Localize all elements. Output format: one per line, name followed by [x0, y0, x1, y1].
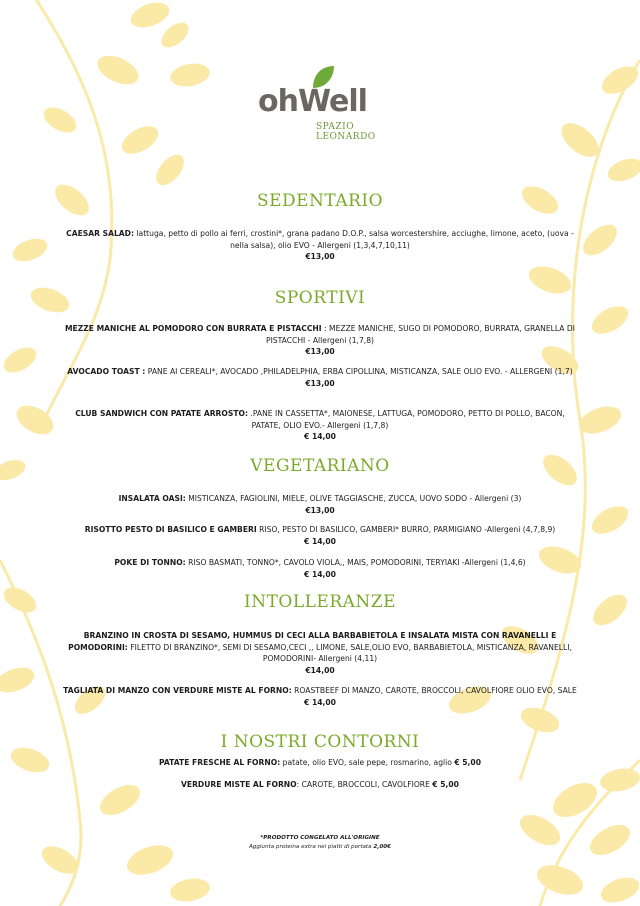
item-name: MEZZE MANICHE AL POMODORO CON BURRATA E PISTACCHI	[65, 324, 322, 333]
brand-name: ohWell	[258, 84, 367, 119]
item-description: lattuga, petto di pollo ai ferri, crostini*, grana padano D.O.P., salsa worcestershire, acciughe, limone, aceto, (uova - nella salsa), olio EVO - Allergeni (1,3,4,7,10,11)	[134, 229, 574, 250]
item-name: POKE DI TONNO:	[114, 558, 186, 567]
item-description: .PANE IN CASSETTA*, MAIONESE, LATTUGA, POMODORO, PETTO DI POLLO, BACON, PATATE, OLIO EVO.- Allergeni (1,7,8)	[248, 409, 565, 430]
item-price: € 14,00	[304, 697, 336, 707]
item-name: PATATE FRESCHE AL FORNO:	[159, 758, 281, 767]
section-title-sportivi: SPORTIVI	[274, 288, 366, 308]
item-price: € 5,00	[454, 758, 481, 767]
item-price: € 14,00	[304, 569, 336, 579]
menu-item	[60, 366, 580, 390]
section-title-contorni: I NOSTRI CONTORNI	[220, 732, 420, 752]
protein-price: 2,00€	[373, 844, 392, 850]
item-name: CAESAR SALAD:	[66, 229, 135, 238]
item-price: € 5,00	[432, 780, 459, 789]
menu-item	[60, 757, 580, 769]
item-name: CLUB SANDWICH CON PATATE ARROSTO:	[75, 409, 248, 418]
frozen-note: *PRODOTTO CONGELATO ALL'ORIGINE	[260, 835, 380, 841]
menu-item	[60, 493, 580, 517]
item-price: € 14,00	[304, 432, 336, 441]
item-price: €13,00	[305, 378, 335, 388]
item-description: PANE AI CEREALI*, AVOCADO ,PHILADELPHIA, ERBA CIPOLLINA, MISTICANZA, SALE OLIO EVO. - ALLERGENI (1,7)	[145, 367, 573, 376]
menu-item	[60, 228, 580, 263]
menu-item	[60, 685, 580, 709]
item-name: VERDURE MISTE AL FORNO	[181, 780, 297, 789]
item-description: patate, olio EVO, sale pepe, rosmarino, aglio	[280, 758, 455, 767]
brand-logo	[258, 62, 382, 142]
brand-subtitle: SPAZIO LEONARDO	[316, 122, 376, 142]
protein-text: Aggiunta proteina extra nei piatti di portata	[248, 844, 374, 850]
item-price: € 14,00	[304, 536, 336, 546]
section-title-vegetariano: VEGETARIANO	[250, 456, 390, 476]
menu-item	[60, 323, 580, 358]
item-description: : CAROTE, BROCCOLI, CAVOLFIORE	[296, 780, 433, 789]
item-name: TAGLIATA DI MANZO CON VERDURE MISTE AL FORNO:	[63, 686, 292, 695]
menu-item	[60, 779, 580, 791]
menu-item	[60, 408, 580, 443]
item-name: AVOCADO TOAST :	[67, 367, 146, 376]
item-name: RISOTTO PESTO DI BASILICO E GAMBERI	[84, 525, 257, 534]
menu-item	[60, 630, 580, 677]
item-name: INSALATA OASI:	[118, 494, 186, 503]
menu-item	[60, 524, 580, 548]
item-price: €13,00	[305, 347, 335, 356]
section-title-sedentario: SEDENTARIO	[256, 191, 384, 211]
menu-item	[60, 557, 580, 581]
item-description: FILETTO DI BRANZINO*, SEMI DI SESAMO,CECI ,, LIMONE, SALE,OLIO EVO, BARBABIETOLA, MISTICANZA, RAVANELLI, POMODORINI- Allergeni (4,11)	[127, 642, 572, 663]
item-description: : MEZZE MANICHE, SUGO DI POMODORO, BURRATA, GRANELLA DI PISTACCHI - Allergeni (1,7,8)	[265, 324, 575, 345]
item-name: BRANZINO IN CROSTA DI SESAMO, HUMMUS DI CECI ALLA BARBABIETOLA E INSALATA MISTA CON RAVANELLI E POMODORINI:	[68, 631, 557, 652]
section-title-intolleranze: INTOLLERANZE	[243, 592, 397, 612]
item-description: MISTICANZA, FAGIOLINI, MIELE, OLIVE TAGGIASCHE, ZUCCA, UOVO SODO - Allergeni (3)	[185, 494, 522, 503]
item-description: RISO BASMATI, TONNO*, CAVOLO VIOLA,, MAIS, POMODORINI, TERYIAKI -Allergeni (1,4,6)	[185, 558, 526, 567]
item-description: ROASTBEEF DI MANZO, CAROTE, BROCCOLI, CAVOLFIORE OLIO EVO, SALE	[291, 686, 577, 695]
item-price: €13,00	[305, 505, 335, 515]
item-price: €14,00	[305, 665, 335, 675]
item-description: RISO, PESTO DI BASILICO, GAMBERI* BURRO, PARMIGIANO -Allergeni (4,7,8,9)	[256, 525, 556, 534]
item-price: €13,00	[305, 252, 335, 261]
protein-note	[0, 843, 640, 852]
